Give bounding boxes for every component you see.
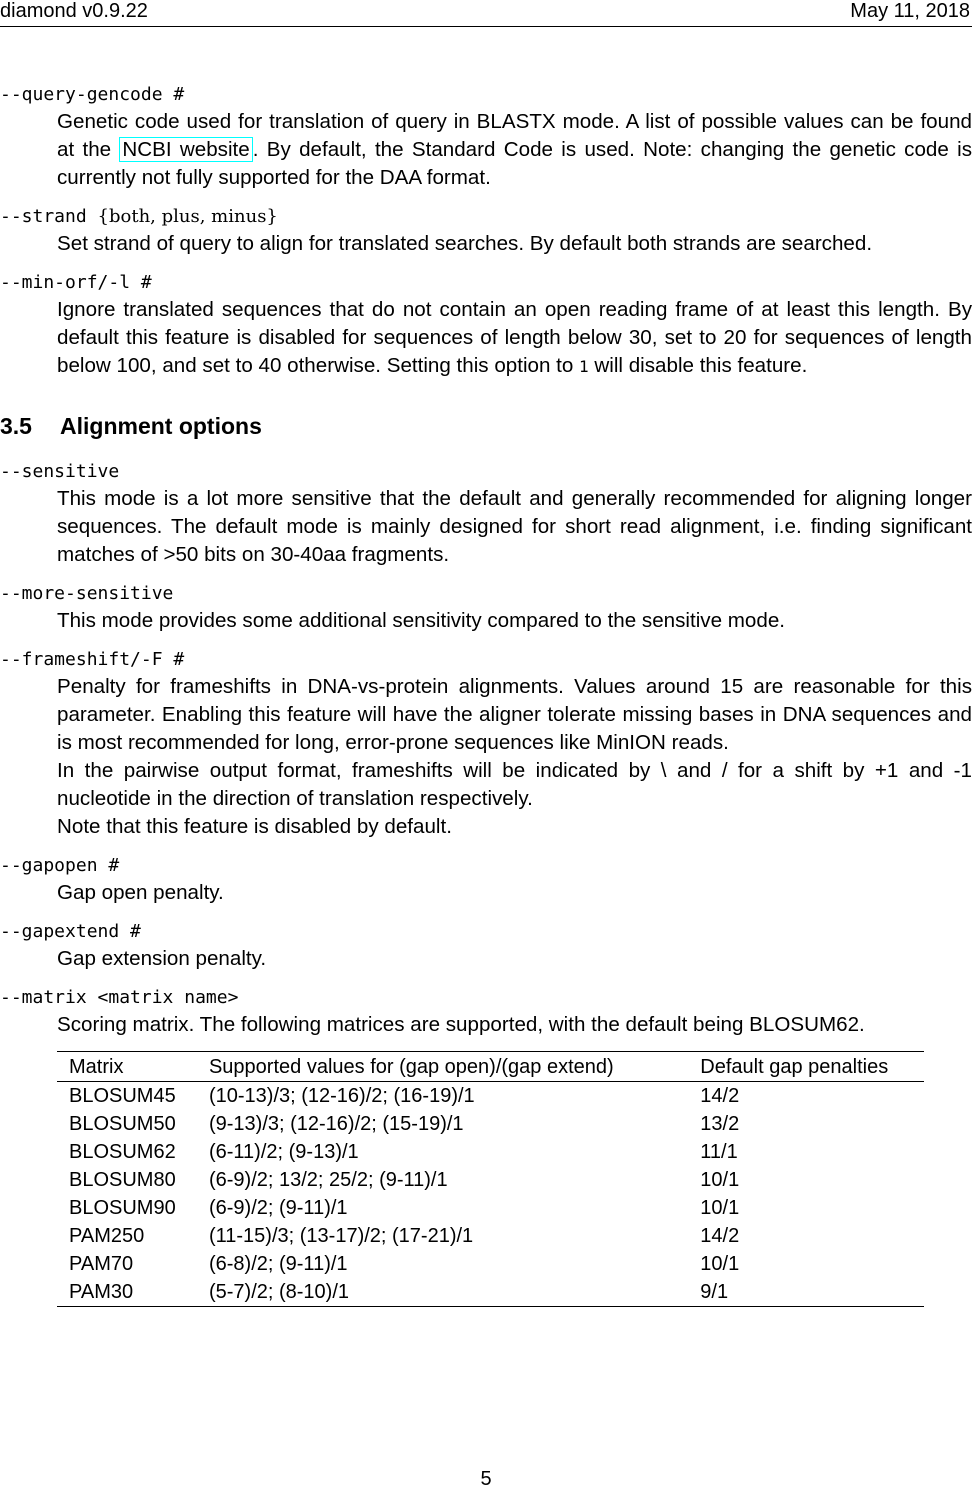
- option-description: Gap open penalty.: [57, 881, 224, 904]
- table-row: BLOSUM50 (9-13)/3; (12-16)/2; (15-19)/1 13/2: [69, 1113, 740, 1135]
- option-gapopen: [0, 853, 972, 907]
- table-row: BLOSUM45 (10-13)/3; (12-16)/2; (16-19)/1 14/2: [69, 1085, 740, 1107]
- section-number: 3.5: [0, 413, 32, 439]
- option-description: This mode provides some additional sensitivity compared to the sensitive mode.: [57, 609, 786, 632]
- option-gapextend: [0, 919, 972, 973]
- option-name: --min-orf/-l #: [0, 272, 152, 293]
- option-description: This mode is a lot more sensitive that the default and generally recommended for aligning longer sequences. The default mode is mainly designed for short read alignment, i.e. finding significant matches of >50 bits on 30-40aa fragments.: [57, 487, 972, 566]
- option-frameshift: [0, 647, 972, 841]
- option-sensitive: [0, 459, 972, 569]
- option-description: Gap extension penalty.: [57, 947, 267, 970]
- section-heading: [0, 411, 972, 441]
- option-strand: [0, 204, 972, 258]
- table-row: BLOSUM62 (6-11)/2; (9-13)/1 11/1: [69, 1141, 738, 1163]
- page-header: [0, 0, 972, 27]
- option-name: --frameshift/-F #: [0, 649, 185, 670]
- option-description: Set strand of query to align for translated searches. By default both strands are searched.: [57, 232, 873, 255]
- section-title: Alignment options: [60, 413, 262, 439]
- column-header: Default gap penalties: [700, 1056, 889, 1078]
- option-name: --query-gencode #: [0, 84, 185, 105]
- table-header-row: [57, 1052, 924, 1082]
- option-name: --more-sensitive: [0, 583, 174, 604]
- column-header: Matrix: [69, 1056, 124, 1078]
- option-name: --gapopen #: [0, 855, 120, 876]
- option-description: Genetic code used for translation of query in BLASTX mode. A list of possible values can be found at the NCBI website . By default, the Standard Code is used. Note: changing the genetic code is currently not fully supported for the DAA format.: [57, 110, 972, 189]
- option-min-orf: [0, 270, 972, 381]
- option-name: --gapextend #: [0, 921, 141, 942]
- table-row: PAM70 (6-8)/2; (9-11)/1 10/1: [69, 1253, 740, 1275]
- table-row: BLOSUM90 (6-9)/2; (9-11)/1 10/1: [69, 1197, 740, 1219]
- column-header: Supported values for (gap open)/(gap extend): [208, 1056, 614, 1078]
- option-name: --sensitive: [0, 461, 120, 482]
- option-more-sensitive: [0, 581, 972, 635]
- page-number: 5: [480, 1468, 492, 1490]
- table-row: PAM250 (11-15)/3; (13-17)/2; (17-21)/1 14/2: [69, 1225, 740, 1247]
- header-date: May 11, 2018: [850, 0, 970, 22]
- option-name: --strand {both, plus, minus}: [0, 206, 278, 227]
- option-description: Scoring matrix. The following matrices are supported, with the default being BLOSUM62.: [57, 1013, 865, 1036]
- header-title: diamond v0.9.22: [0, 0, 148, 22]
- option-matrix: [0, 985, 972, 1039]
- option-query-gencode: [0, 82, 972, 192]
- matrix-table: [57, 1051, 924, 1307]
- table-row: BLOSUM80 (6-9)/2; 13/2; 25/2; (9-11)/1 10/1: [69, 1169, 740, 1191]
- option-description: Ignore translated sequences that do not contain an open reading frame of at least this length. By default this feature is disabled for sequences of length below 30, set to 20 for sequences of length below 100, and set to 40 otherwise. Setting this option to 1 will disable this feature.: [57, 298, 972, 377]
- option-name: --matrix <matrix name>: [0, 987, 239, 1008]
- page-content: [0, 82, 972, 1307]
- table-row: PAM30 (5-7)/2; (8-10)/1 9/1: [57, 1278, 924, 1307]
- option-description: Penalty for frameshifts in DNA-vs-protein alignments. Values around 15 are reasonable for this parameter. Enabling this feature will have the aligner tolerate missing bases in DNA sequences and is most recommended for long, error-prone sequences like MinION reads. In the pairwise output format, frameshifts will be indicated by \ and / for a shift by +1 and -1 nucleotide in the direction of translation respectively. Note that this feature is disabled by default.: [57, 675, 972, 838]
- ncbi-website-link[interactable]: NCBI website: [119, 137, 252, 162]
- matrix-table-wrapper: [57, 1051, 924, 1307]
